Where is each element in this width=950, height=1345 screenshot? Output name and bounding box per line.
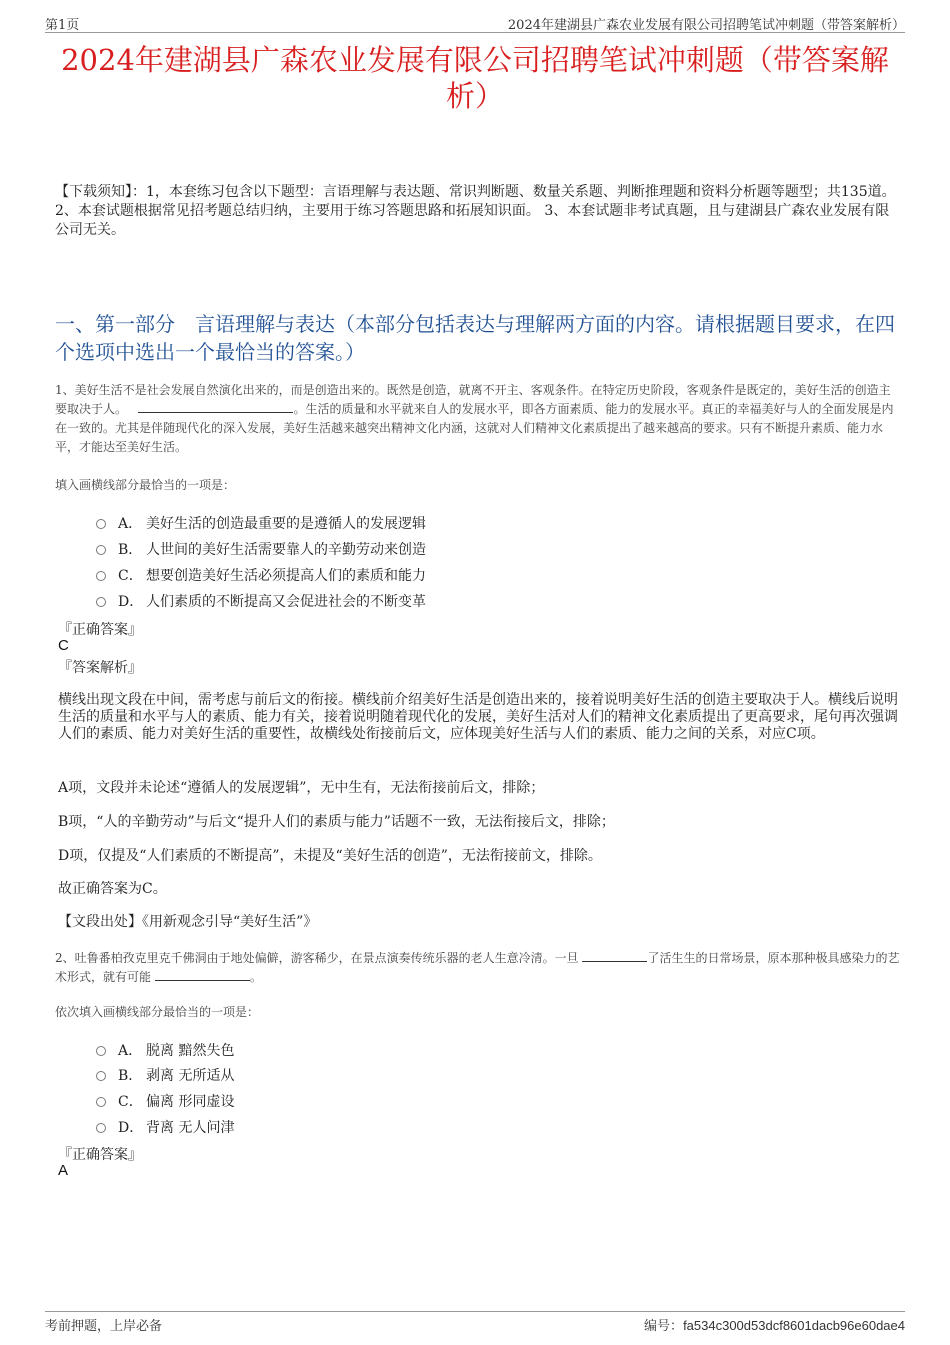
answer-label: 『正确答案』: [58, 622, 142, 638]
option-text: 剥离 无所适从: [146, 1068, 235, 1084]
download-notice: 【下载须知】：1，本套练习包含以下题型：言语理解与表达题、常识判断题、数量关系题、判断推理题和资料分析题等题型；共135道。 2、本套试题根据常见招考题总结归纳，主要用于练习答题思路和拓展知识面。 3、本套试题非考试真题，且与建湖县广森农业发展有限公司无关。: [55, 184, 896, 238]
option-text: 脱离 黯然失色: [146, 1043, 235, 1059]
option-b[interactable]: [96, 1065, 234, 1085]
analysis-paragraph: 故正确答案为C。: [58, 881, 167, 897]
question-2-text-a: 2、吐鲁番柏孜克里克千佛洞由于地处偏僻，游客稀少，在景点演奏传统乐器的老人生意冷清。一旦: [55, 951, 579, 965]
option-text: 背离 无人问津: [146, 1120, 235, 1136]
fill-blank: [138, 400, 293, 413]
question-2-prompt: 依次填入画横线部分最恰当的一项是：: [55, 1005, 260, 1019]
option-a[interactable]: [96, 513, 426, 533]
option-c[interactable]: [96, 565, 426, 585]
radio-icon[interactable]: [96, 519, 106, 529]
analysis-paragraph: A项，文段并未论述“遵循人的发展逻辑”，无中生有，无法衔接前后文，排除；: [58, 780, 545, 796]
option-c[interactable]: [96, 1091, 234, 1111]
footer-slogan: 考前押题，上岸必备: [45, 1319, 163, 1334]
section-heading: 一、第一部分 言语理解与表达（本部分包括表达与理解两方面的内容。请根据题目要求，在四个选项中选出一个最恰当的答案。）: [55, 312, 895, 364]
option-text: 美好生活的创造最重要的是遵循人的发展逻辑: [146, 516, 426, 532]
radio-icon[interactable]: [96, 597, 106, 607]
option-a[interactable]: [96, 1040, 234, 1060]
option-key: A．: [118, 1043, 143, 1059]
question-1-text-a: 1、美好生活不是社会发展自然演化出来的，而是创造出来的。既然是创造，就离不开主、客观条件。在特定历史阶段，客观条件是既定的，美好生活的创造主要取决于人。: [55, 383, 891, 416]
option-b[interactable]: [96, 539, 426, 559]
option-text: 想要创造美好生活必须提高人们的素质和能力: [146, 568, 426, 584]
header-doc-title: 2024年建湖县广森农业发展有限公司招聘笔试冲刺题（带答案解析）: [507, 18, 905, 33]
correct-answer: A: [58, 1162, 69, 1179]
question-2-text-c: 。: [249, 970, 262, 984]
radio-icon[interactable]: [96, 1071, 106, 1081]
code-label: 编号：: [644, 1319, 684, 1334]
fill-blank: [582, 949, 647, 962]
answer-label: 『正确答案』: [58, 1147, 142, 1163]
question-1-prompt: 填入画横线部分最恰当的一项是：: [55, 478, 236, 492]
page-number: 第1页: [45, 18, 80, 33]
page-footer: [45, 1311, 905, 1332]
radio-icon[interactable]: [96, 1097, 106, 1107]
option-key: B．: [118, 542, 143, 558]
option-key: D．: [118, 594, 144, 610]
analysis-paragraph: 横线出现文段在中间，需考虑与前后文的衔接。横线前介绍美好生活是创造出来的，接着说明美好生活的创造主要取决于人。横线后说明生活的质量和水平与人的素质、能力有关，接着说明随着现代化的发展，美好生活对人们的精神文化素质提出了更高要求，尾句再次强调人们的素质、能力对美好生活的重要性，故横线处衔接前后文，应体现美好生活与人们的素质、能力之间的关系，对应C项。: [58, 692, 898, 742]
analysis-label: 『答案解析』: [58, 660, 142, 676]
option-d[interactable]: [96, 591, 426, 611]
page-header: [45, 14, 905, 33]
option-d[interactable]: [96, 1117, 234, 1137]
analysis-paragraph: B项，“人的辛勤劳动”与后文“提升人们的素质与能力”话题不一致，无法衔接后文，排除；: [58, 814, 615, 830]
option-key: C．: [118, 568, 143, 584]
question-2-text: [55, 949, 900, 987]
fill-blank: [155, 968, 250, 981]
option-text: 人世间的美好生活需要靠人的辛勤劳动来创造: [146, 542, 426, 558]
radio-icon[interactable]: [96, 1046, 106, 1056]
option-key: A．: [118, 516, 143, 532]
analysis-paragraph: D项，仅提及“人们素质的不断提高”，未提及“美好生活的创造”，无法衔接前文，排除。: [58, 848, 602, 864]
radio-icon[interactable]: [96, 545, 106, 555]
document-code: [644, 1315, 905, 1334]
source-note: 【文段出处】《用新观念引导“美好生活”》: [58, 914, 318, 930]
option-text: 人们素质的不断提高又会促进社会的不断变革: [146, 594, 426, 610]
radio-icon[interactable]: [96, 1123, 106, 1133]
option-text: 偏离 形同虚设: [146, 1094, 235, 1110]
code-value: fa534c300d53dcf8601dacb96e60dae4: [683, 1318, 905, 1333]
option-key: C．: [118, 1094, 143, 1110]
question-1-text-b: 。生活的质量和水平就来自人的发展水平，即各方面素质、能力的发展水平。真正的幸福美好与人的全面发展是内在一致的。尤其是伴随现代化的深入发展，美好生活越来越突出精神文化内涵，这就对人们精神文化素质提出了越来越高的要求。只有不断提升素质、能力水平，才能达至美好生活。: [55, 402, 894, 454]
option-key: D．: [118, 1120, 144, 1136]
radio-icon[interactable]: [96, 571, 106, 581]
question-2-text-b: 了活生生的日常场景，原本那种极具感染力的艺术形式，就有可能: [55, 951, 900, 984]
question-1-text: [55, 381, 900, 457]
document-title: 2024年建湖县广森农业发展有限公司招聘笔试冲刺题（带答案解析）: [61, 43, 889, 113]
option-key: B．: [118, 1068, 143, 1084]
correct-answer: C: [58, 637, 69, 654]
